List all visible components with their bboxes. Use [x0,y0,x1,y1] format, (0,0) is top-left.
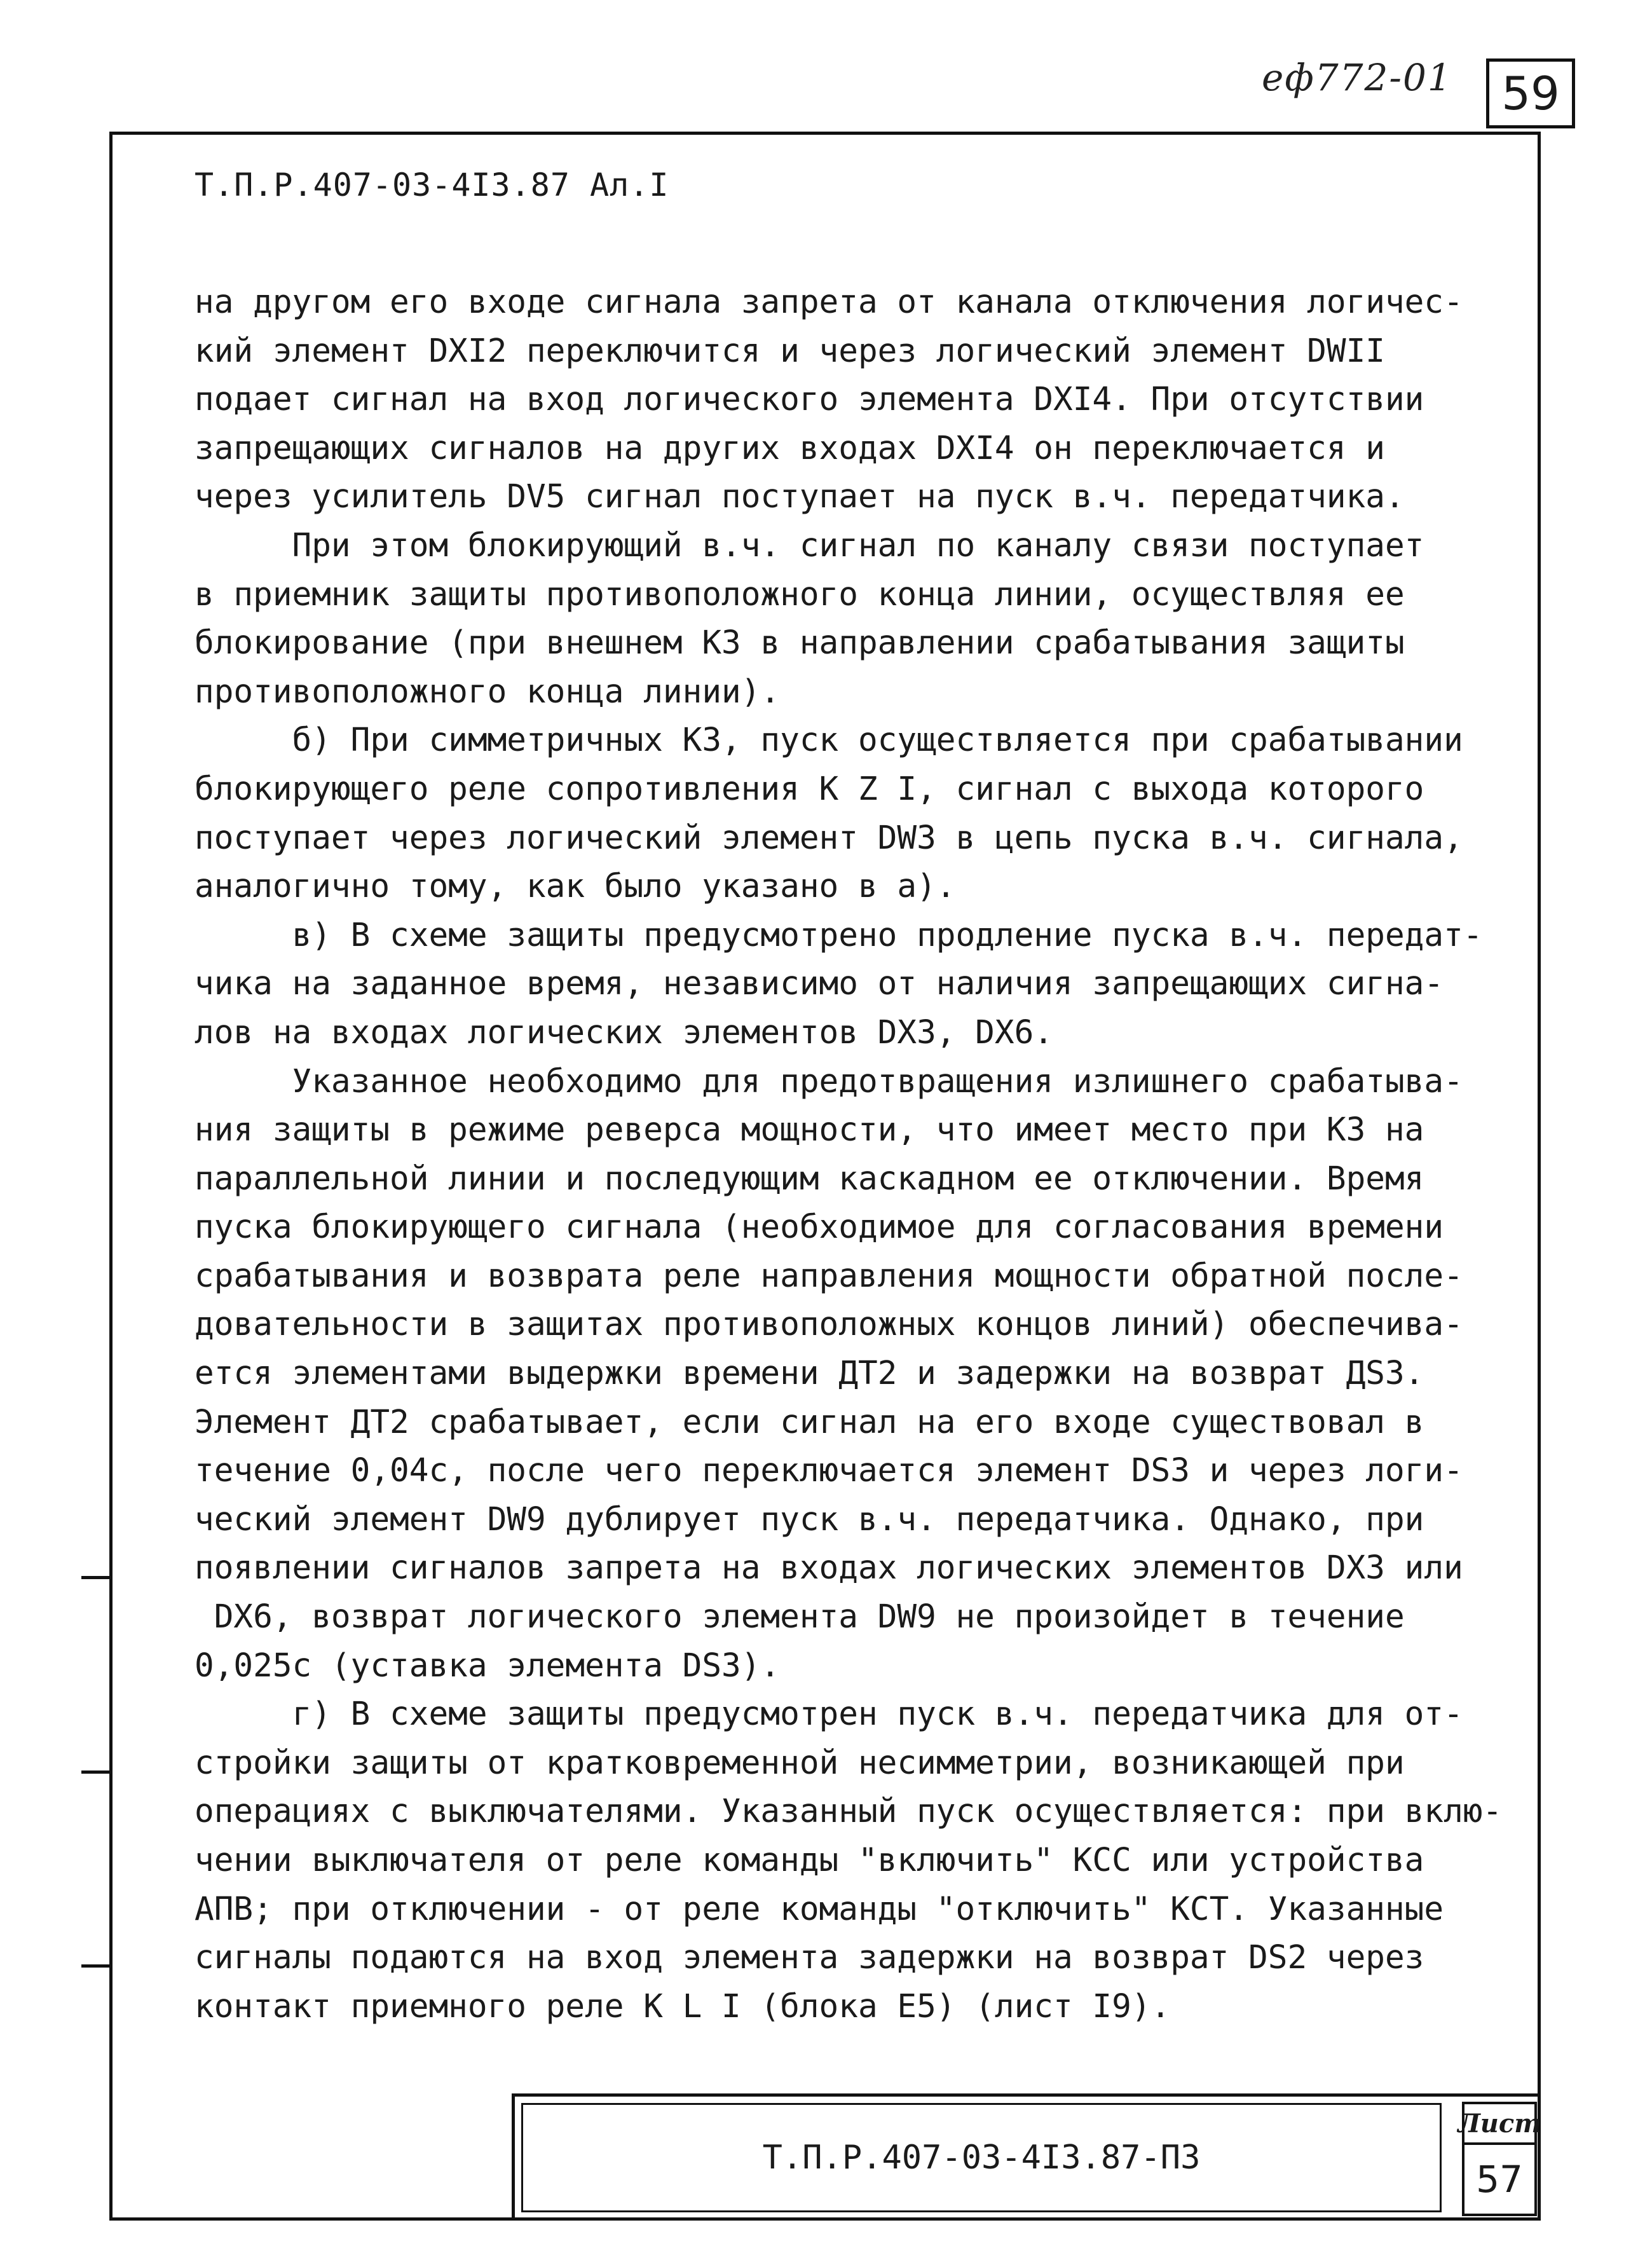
body-line: Элемент ДТ2 срабатывает, если сигнал на его входе существовал в [195,1403,1424,1441]
body-line: сигналы подаются на вход элемента задержки на возврат DS2 через [195,1939,1424,1977]
body-line: блокирующего реле сопротивления K Z I, сигнал с выхода которого [195,770,1424,808]
body-line: запрещающих сигналов на других входах DXI4 он переключается и [195,429,1385,467]
body-line: контакт приемного реле K L I (блока Е5) (лист I9). [195,1987,1171,2025]
page-number-box [1486,58,1575,128]
page-number: 59 [1501,67,1560,120]
body-line: противоположного конца линии). [195,673,781,711]
sheet-number: 57 [1476,2158,1523,2201]
body-line: пуска блокирующего сигнала (необходимое для согласования времени [195,1209,1444,1247]
body-line: чика на заданное время, независимо от наличия запрещающих сигна- [195,965,1444,1003]
body-line: подает сигнал на вход логического элемента DXI4. При отсутствии [195,381,1424,419]
body-line: кий элемент DXI2 переключится и через логический элемент DWII [195,332,1385,370]
body-line: течение 0,04с, после чего переключается элемент DS3 и через логи- [195,1452,1463,1490]
body-line: стройки защиты от кратковременной несимметрии, возникающей при [195,1744,1405,1782]
body-line: операциях с выключателями. Указанный пуск осуществляется: при вклю- [195,1793,1503,1831]
sheet-label: Лист [1464,2104,1534,2145]
body-line: чении выключателя от реле команды "включить" КСС или устройства [195,1842,1424,1879]
body-line: в) В схеме защиты предусмотрено продление пуска в.ч. передат- [195,916,1483,954]
body-line: 0,025с (уставка элемента DS3). [195,1647,781,1685]
margin-revision-mark [81,1576,112,1579]
body-line: в приемник защиты противоположного конца линии, осуществляя ее [195,575,1405,613]
body-line: блокирование (при внешнем КЗ в направлении срабатывания защиты [195,624,1405,662]
body-line: лов на входах логических элементов DX3, DX6. [195,1013,1054,1051]
handwritten-note: еф772-01 [1262,56,1452,99]
body-line: через усилитель DV5 сигнал поступает на пуск в.ч. передатчика. [195,478,1405,516]
margin-revision-mark [81,1770,112,1774]
body-line: АПВ; при отключении - от реле команды "отключить" КСТ. Указанные [195,1890,1444,1928]
body-line: аналогично тому, как было указано в а). [195,868,956,906]
body-line: г) В схеме защиты предусмотрен пуск в.ч. передатчика для от- [195,1695,1463,1734]
body-line: довательности в защитах противоположных концов линий) обеспечива- [195,1306,1463,1344]
body-line: срабатывания и возврата реле направления мощности обратной после- [195,1257,1463,1295]
body-text [195,278,1513,2031]
body-line: ческий элемент DW9 дублирует пуск в.ч. передатчика. Однако, при [195,1500,1424,1538]
body-line: ется элементами выдержки времени ДТ2 и задержки на возврат ДS3. [195,1355,1424,1393]
body-line: Указанное необходимо для предотвращения излишнего срабатыва- [195,1062,1463,1100]
margin-revision-mark [81,1964,112,1968]
body-line: поступает через логический элемент DW3 в цепь пуска в.ч. сигнала, [195,819,1463,857]
body-line: При этом блокирующий в.ч. сигнал по каналу связи поступает [195,526,1424,565]
document-code: Т.П.Р.407-03-4I3.87 Ал.I [195,167,669,203]
body-line: б) При симметричных КЗ, пуск осуществляется при срабатывании [195,722,1463,760]
sheet-box [1457,2102,1541,2216]
title-block-code-cell [521,2103,1442,2212]
title-block-code: Т.П.Р.407-03-4I3.87-ПЗ [762,2139,1201,2177]
body-line: DX6, возврат логического элемента DW9 не произойдет в течение [195,1598,1405,1636]
body-line: ния защиты в режиме реверса мощности, что имеет место при КЗ на [195,1111,1424,1149]
body-line: параллельной линии и последующим каскадном ее отключении. Время [195,1160,1424,1198]
body-line: на другом его входе сигнала запрета от канала отключения логичес- [195,284,1463,321]
body-line: появлении сигналов запрета на входах логических элементов DX3 или [195,1549,1463,1587]
